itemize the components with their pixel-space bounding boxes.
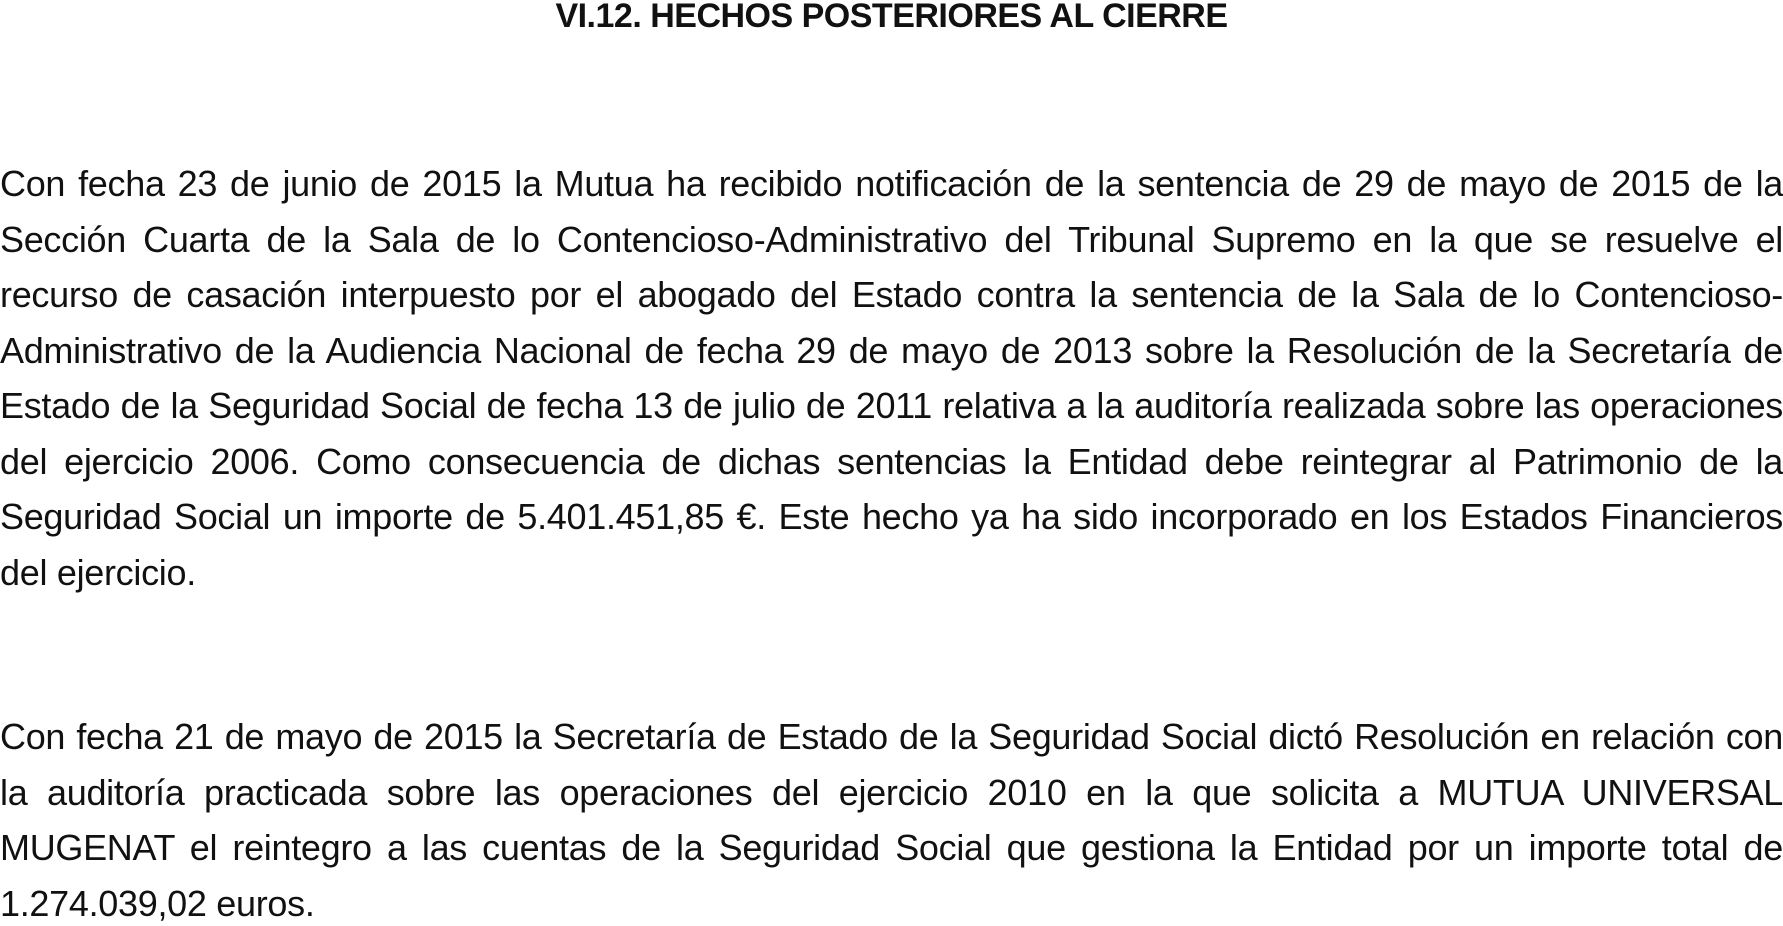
section-title: VI.12. HECHOS POSTERIORES AL CIERRE (555, 0, 1228, 35)
paragraph-sentencia: Con fecha 23 de junio de 2015 la Mutua ha recibido notificación de la sentencia de 29 de mayo de 2015 de la Sección Cuarta de la Sala de lo Contencioso-Administrativo del Tribunal Supremo en la que se resuelve el recurso de casación interpuesto por el abogado del Estado contra la sentencia de la Sala de lo Contencioso-Administrativo de la Audiencia Nacional de fecha 29 de mayo de 2013 sobre la Resolución de la Secretaría de Estado de la Seguridad Social de fecha 13 de julio de 2011 relativa a la auditoría realizada sobre las operaciones del ejercicio 2006. Como consecuencia de dichas sentencias la Entidad debe reintegrar al Patrimonio de la Seguridad Social un importe de 5.401.451,85 €. Este hecho ya ha sido incorporado en los Estados Financieros del ejercicio. (0, 163, 1783, 593)
paragraph-resolucion: Con fecha 21 de mayo de 2015 la Secretaría de Estado de la Seguridad Social dictó Resolución en relación con la auditoría practicada sobre las operaciones del ejercicio 2010 en la que solicita a MUTUA UNIVERSAL MUGENAT el reintegro a las cuentas de la Seguridad Social que gestiona la Entidad por un importe total de 1.274.039,02 euros. (0, 716, 1783, 924)
